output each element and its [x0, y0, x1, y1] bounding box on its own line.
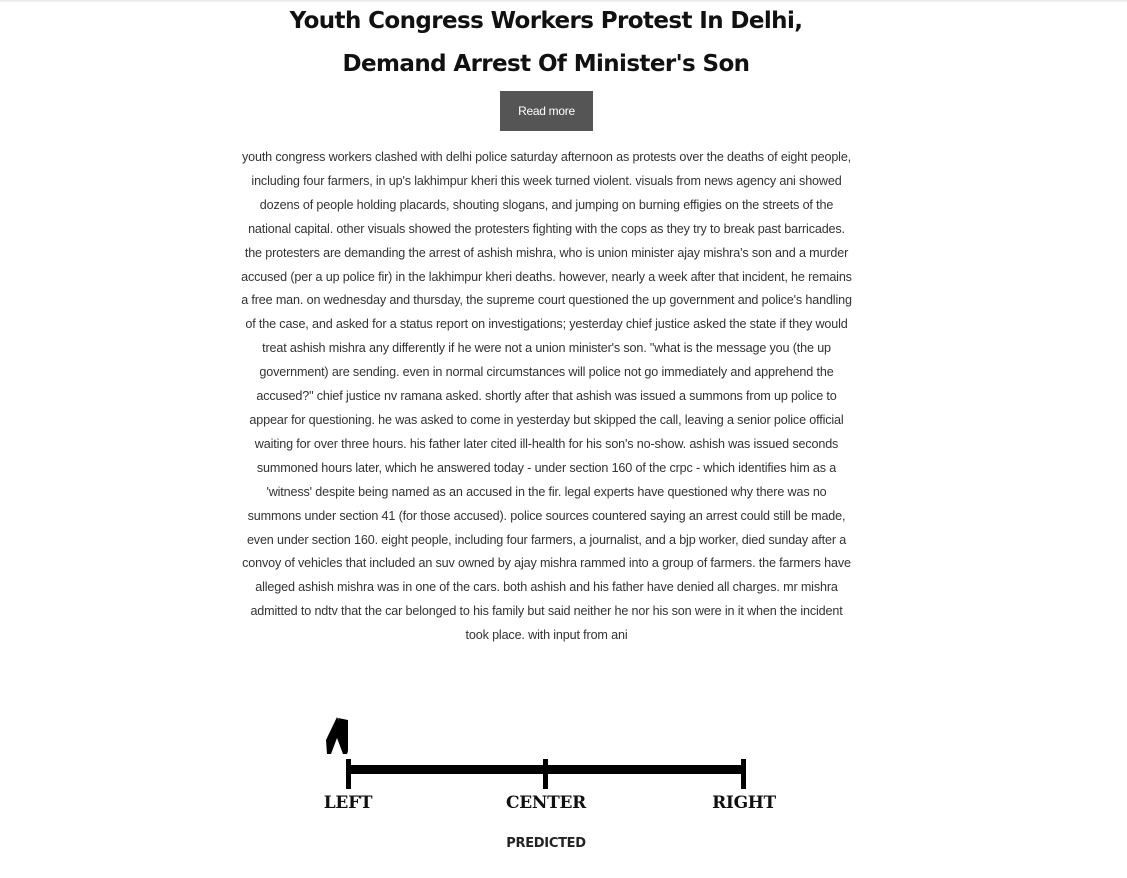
article-body: youth congress workers clashed with delhi police saturday afternoon as protests over the deaths of eight people, including four farmers, in up's lakhimpur kheri this week turned violent. visuals from news agency ani showed dozens of people holding placards, shouting slogans, and jumping on burning effigies on the streets of the national capital. other visuals showed the protesters fighting with the cops as they try to break past barricades. the protesters are demanding the arrest of ashish mishra, who is union minister ajay mishra's son and a murder accused (per a up police fir) in the lakhimpur kheri deaths. however, nearly a week after that incident, he remains a free man. on wednesday and thursday, the supreme court questioned the up government and police's handling of the case, and asked for a status report on investigations; yesterday chief justice asked the state if they would treat ashish mishra any differently if he were not a union minister's son. "what is the message you (the up government) are sending. even in normal circumstances will police not go immediately and apprehend the accused?" chief justice nv ramana asked. shortly after that ashish was issued a summons from up police to appear for questioning. he was asked to come in yesterday but skipped the call, leaving a senior police official waiting for over three hours. his father later cited ill-health for his son's no-show. ashish was issued seconds summoned hours later, which he answered today - under section 160 of the crpc - which identifies him as a 'witness' despite being named as an accused in the fir. legal experts have questioned why there was no summons under section 41 (for those accused). police sources countered saying an arrest could still be made, even under section 160. eight people, including four farmers, a journalist, and a bjp worker, died sunday after a convoy of vehicles that included an suv owned by ajay mishra rammed into a group of farmers. the farmers have alleged ashish mishra was in one of the cars. both ashish and his father have denied all charges. mr mishra admitted to ndtv that the car belonged to his family but said neither he nor his son were in it when the incident took place. with input from ani — [241, 150, 852, 643]
article-headline: Youth Congress Workers Protest In Delhi, Demand Arrest Of Minister's Son — [289, 8, 803, 77]
read-more-button[interactable]: Read more — [500, 91, 593, 131]
scale-tick-left — [346, 759, 351, 789]
scale-label-left: LEFT — [323, 793, 373, 813]
scale-label-center: CENTER — [506, 793, 586, 813]
bias-scale — [310, 710, 790, 820]
scale-label-right: RIGHT — [712, 793, 776, 813]
prediction-caption: PREDICTED — [506, 836, 586, 851]
bias-scale-graphic — [310, 710, 790, 790]
scale-tick-center — [543, 759, 548, 789]
scale-tick-right — [741, 759, 746, 789]
